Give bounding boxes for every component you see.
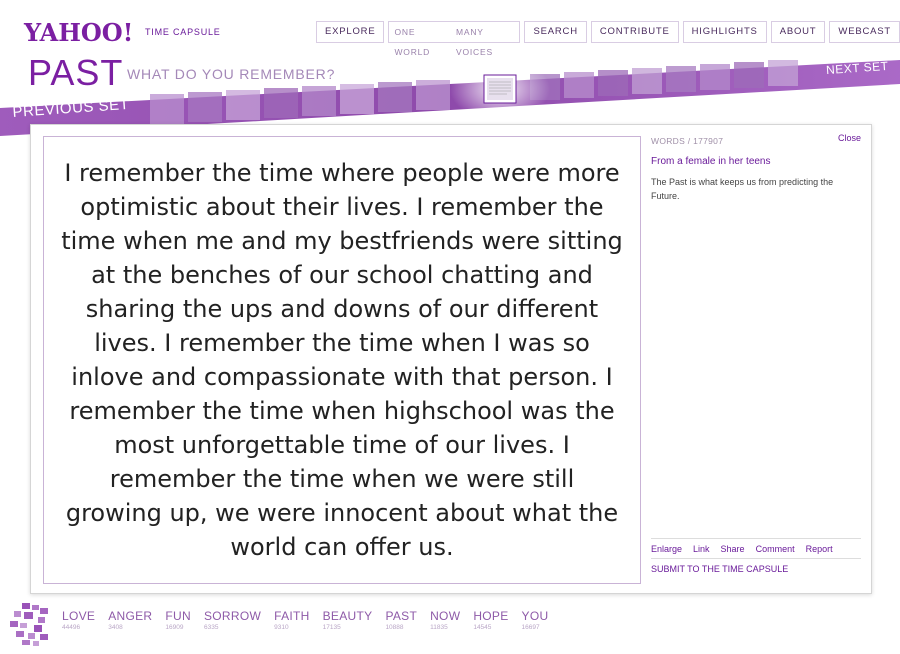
page-subtitle: WHAT DO YOU REMEMBER? bbox=[127, 66, 336, 82]
page-title: PAST bbox=[28, 52, 124, 93]
category-label: FUN bbox=[165, 609, 191, 623]
category-you[interactable] bbox=[522, 609, 549, 631]
category-anger[interactable] bbox=[108, 609, 152, 631]
previous-set-button[interactable]: PREVIOUS SET bbox=[12, 95, 130, 121]
entry-panel bbox=[30, 124, 872, 594]
share-link[interactable]: Share bbox=[720, 544, 745, 554]
category-count: 10888 bbox=[385, 624, 404, 631]
link-link[interactable]: Link bbox=[693, 544, 710, 554]
capsule-cluster-icon bbox=[8, 601, 54, 647]
category-love[interactable] bbox=[62, 609, 95, 631]
about-button[interactable]: ABOUT bbox=[771, 21, 826, 43]
category-count: 14545 bbox=[473, 624, 492, 631]
category-fun[interactable] bbox=[165, 609, 191, 631]
category-sorrow[interactable] bbox=[204, 609, 261, 631]
category-label: LOVE bbox=[62, 609, 96, 623]
category-count: 16909 bbox=[165, 624, 184, 631]
webcast-button[interactable]: WEBCAST bbox=[829, 21, 900, 43]
category-label: HOPE bbox=[473, 609, 509, 623]
category-label: PAST bbox=[385, 609, 418, 623]
category-count: 16697 bbox=[521, 624, 540, 631]
category-beauty[interactable] bbox=[323, 609, 373, 631]
category-label: SORROW bbox=[203, 609, 262, 623]
submit-link[interactable]: SUBMIT TO THE TIME CAPSULE bbox=[651, 558, 861, 574]
category-label: BEAUTY bbox=[322, 609, 373, 623]
category-past[interactable] bbox=[385, 609, 417, 631]
category-label: ANGER bbox=[108, 609, 153, 623]
highlights-button[interactable]: HIGHLIGHTS bbox=[683, 21, 767, 43]
entry-sidebar bbox=[651, 133, 861, 584]
time-capsule-mini-logo[interactable] bbox=[8, 601, 54, 647]
category-count: 6335 bbox=[203, 624, 219, 631]
category-label: FAITH bbox=[274, 609, 310, 623]
category-count: 11835 bbox=[430, 624, 448, 631]
many-voices-link[interactable]: MANY VOICES bbox=[456, 27, 493, 57]
report-link[interactable]: Report bbox=[805, 544, 833, 554]
category-count: 44496 bbox=[62, 624, 81, 631]
one-world-link[interactable]: ONE WORLD bbox=[394, 27, 431, 57]
category-faith[interactable] bbox=[274, 609, 310, 631]
theme-motto: The Past is what keeps us from predicting the Future. bbox=[651, 177, 834, 201]
category-navigation bbox=[62, 609, 561, 631]
next-set-button[interactable]: NEXT SET bbox=[825, 58, 889, 78]
words-count: WORDS / 177907 bbox=[651, 136, 724, 146]
arrow-left-icon[interactable]: ← bbox=[822, 83, 840, 103]
category-now[interactable] bbox=[430, 609, 460, 631]
yahoo-logo[interactable]: YAHOO! bbox=[24, 18, 134, 47]
contribute-button[interactable]: CONTRIBUTE bbox=[591, 21, 679, 43]
entry-text: I remember the time where people were more optimistic about their lives. I remember the time when me and my bestfriends were sitting at the benches of our school chatting and sharing the ups and downs of our different lives. I remember the time when I was so inlove and compassionate with that person. I remember the time when highschool was the most unforgettable time of our lives. I remember the time when we were still growing up, we were innocent about what the world can offer us. bbox=[61, 159, 623, 561]
comment-link[interactable]: Comment bbox=[755, 544, 795, 554]
category-label: YOU bbox=[521, 609, 549, 623]
enlarge-link[interactable]: Enlarge bbox=[651, 544, 683, 554]
category-count: 17135 bbox=[322, 624, 341, 631]
set-arrows bbox=[822, 84, 864, 102]
close-button[interactable]: Close bbox=[837, 133, 861, 143]
category-count: 9310 bbox=[274, 624, 289, 631]
arrow-right-icon[interactable]: → bbox=[846, 83, 864, 103]
explore-button[interactable]: EXPLORE bbox=[316, 21, 384, 43]
entry-actions bbox=[651, 538, 861, 554]
entry-text-box bbox=[43, 136, 641, 584]
world-voices-group bbox=[388, 21, 520, 57]
category-label: NOW bbox=[430, 609, 461, 623]
category-hope[interactable] bbox=[473, 609, 508, 631]
search-button[interactable]: SEARCH bbox=[524, 21, 586, 43]
time-capsule-label: TIME CAPSULE bbox=[145, 27, 221, 37]
category-count: 3408 bbox=[108, 624, 123, 631]
top-navigation bbox=[316, 21, 900, 57]
author-info: From a female in her teens bbox=[651, 156, 771, 167]
